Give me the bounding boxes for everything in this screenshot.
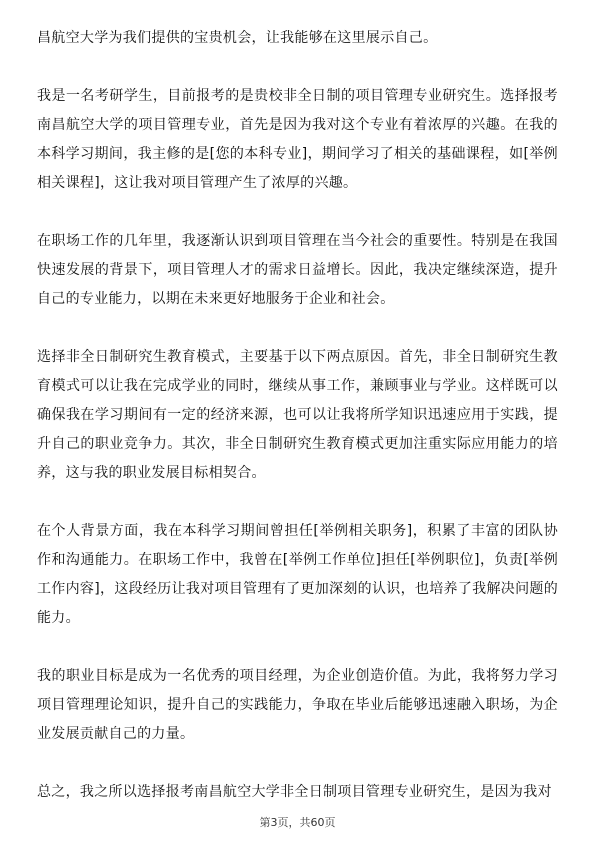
paragraph-career-goal: 我的职业目标是成为一名优秀的项目经理，为企业创造价值。为此，我将努力学习项目管理理论知识，提升自己的实践能力，争取在毕业后能够迅速融入职场，为企业发展贡献自己的力量。 — [37, 668, 558, 742]
paragraph-conclusion: 总之，我之所以选择报考南昌航空大学非全日制项目管理专业研究生，是因为我对 — [37, 784, 552, 800]
paragraph-spacer — [37, 633, 558, 662]
paragraph-part-time-reasons: 选择非全日制研究生教育模式，主要基于以下两点原因。首先，非全日制研究生教育模式可以让我在完成学业的同时，继续从事工作，兼顾事业与学业。这样既可以确保我在学习期间有一定的经济来源，也可以让我将所学知识迅速应用于实践，提升自己的职业竞争力。其次，非全日制研究生教育模式更加注重实际应用能力的培养，这与我的职业发展目标相契合。 — [37, 349, 558, 481]
paragraph-intro-continuation: 昌航空大学为我们提供的宝贵机会，让我能够在这里展示自己。 — [37, 30, 438, 46]
paragraph-work-experience: 在职场工作的几年里，我逐渐认识到项目管理在当今社会的重要性。特别是在我国快速发展的背景下，项目管理人才的需求日益增长。因此，我决定继续深造，提升自己的专业能力，以期在未来更好地服务于企业和社会。 — [37, 233, 558, 307]
paragraph-spacer — [37, 749, 558, 778]
paragraph-spacer — [37, 198, 558, 227]
paragraph-personal-background: 在个人背景方面，我在本科学习期间曾担任[举例相关职务]，积累了丰富的团队协作和沟通能力。在职场工作中，我曾在[举例工作单位]担任[举例职位]，负责[举例工作内容]，这段经历让我对项目管理有了更加深刻的认识，也培养了我解决问题的能力。 — [37, 523, 558, 626]
paragraph-major-choice: 我是一名考研学生，目前报考的是贵校非全日制的项目管理专业研究生。选择报考南昌航空大学的项目管理专业，首先是因为我对这个专业有着浓厚的兴趣。在我的本科学习期间，我主修的是[您的本科专业]，期间学习了相关的基础课程，如[举例相关课程]，这让我对项目管理产生了浓厚的兴趣。 — [37, 88, 558, 191]
paragraph-spacer — [37, 488, 558, 517]
paragraph-spacer — [37, 314, 558, 343]
page-number-footer: 第3页，共60页 — [259, 816, 336, 829]
paragraph-spacer — [37, 53, 558, 82]
document-body — [37, 24, 558, 807]
